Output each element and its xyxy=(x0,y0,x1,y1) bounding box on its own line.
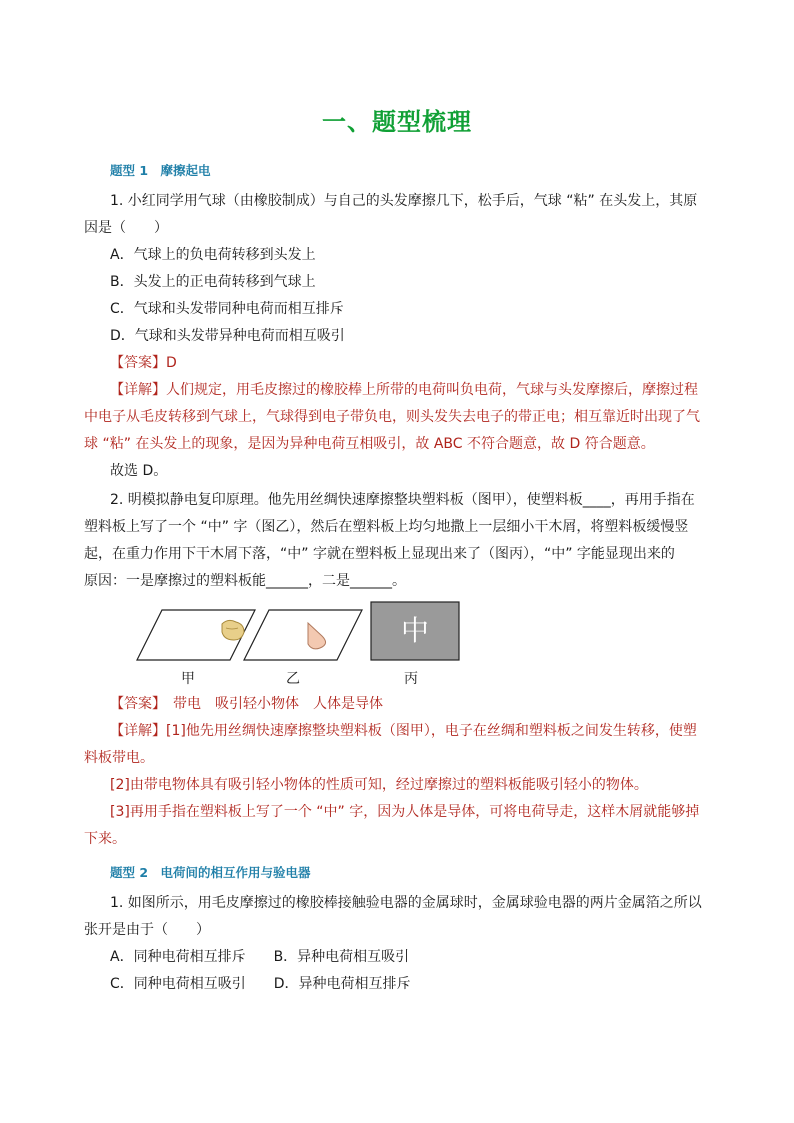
q1-option-b: B．头发上的正电荷转移到气球上 xyxy=(110,274,316,290)
detail-text: 人们规定，用毛皮擦过的橡胶棒上所带的电荷叫负电荷，气球与头发摩擦后，摩擦过程 xyxy=(166,382,698,398)
q3-stem-cont: 张开是由于（ ） xyxy=(84,922,210,938)
q1-option-a: A．气球上的负电荷转移到头发上 xyxy=(110,247,316,263)
q2-stem-cont-2: 起，在重力作用下干木屑下落，“中” 字就在塑料板上显现出来了（图丙），“中” 字能显现出来的 xyxy=(84,546,675,562)
detail-tag: 【详解】 xyxy=(110,723,166,739)
q2-detail-3-cont: 下来。 xyxy=(84,831,126,847)
section-heading-2: 题型 2 电荷间的相互作用与验电器 xyxy=(110,865,311,880)
q1-detail xyxy=(110,380,740,400)
q2-detail xyxy=(110,721,740,741)
answer-value: D xyxy=(166,355,177,371)
q2-stem-cont-3: 原因：一是摩擦过的塑料板能______，二是______。 xyxy=(84,573,406,589)
page-title: 一、题型梳理 xyxy=(322,108,472,136)
q2-stem: 2. 明模拟静电复印原理。他先用丝绸快速摩擦整块塑料板（图甲），使塑料板____，再用手指在 xyxy=(110,492,695,508)
answer-tag: 【答案】 xyxy=(110,696,159,712)
plastic-board-yi xyxy=(244,610,362,660)
q3-options-row-1: A．同种电荷相互排斥 B．异种电荷相互吸引 xyxy=(110,949,410,965)
q1-detail-cont-1: 中电子从毛皮转移到气球上，气球得到电子带负电，则头发失去电子的带正电；相互靠近时出现了气 xyxy=(84,409,700,425)
board-char: 中 xyxy=(400,614,430,647)
q1-answer xyxy=(110,353,740,373)
q2-detail-cont-1: 料板带电。 xyxy=(84,750,154,766)
fig-label-yi: 乙 xyxy=(286,671,300,687)
q1-conclusion: 故选 D。 xyxy=(110,463,168,479)
fig-label-bing: 丙 xyxy=(404,671,418,687)
q1-stem: 1. 小红同学用气球（由橡胶制成）与自己的头发摩擦几下，松手后，气球 “粘” 在头发上，其原 xyxy=(110,193,698,209)
answer-tag: 【答案】 xyxy=(110,355,166,371)
q1-option-c: C．气球和头发带同种电荷而相互排斥 xyxy=(110,301,344,317)
q1-detail-cont-2: 球 “粘” 在头发上的现象，是因为异种电荷互相吸引，故 ABC 不符合题意，故 D 符合题意。 xyxy=(84,436,655,452)
fig-label-jia: 甲 xyxy=(181,671,195,687)
q2-answer xyxy=(110,694,740,714)
answer-value: 带电 吸引轻小物体 人体是导体 xyxy=(159,696,383,712)
q2-detail-2: [2]由带电物体具有吸引轻小物体的性质可知，经过摩擦过的塑料板能吸引轻小的物体。 xyxy=(110,777,648,793)
detail-tag: 【详解】 xyxy=(110,382,166,398)
q3-stem: 1. 如图所示，用毛皮摩擦过的橡胶棒接触验电器的金属球时，金属球验电器的两片金属箔之所以 xyxy=(110,895,702,911)
section-heading-1: 题型 1 摩擦起电 xyxy=(110,163,211,178)
q3-options-row-2: C．同种电荷相互吸引 D．异种电荷相互排斥 xyxy=(110,976,411,992)
q2-figure xyxy=(130,596,470,666)
q2-stem-cont-1: 塑料板上写了一个 “中” 字（图乙），然后在塑料板上均匀地撒上一层细小干木屑，将塑料板缓慢竖 xyxy=(84,519,689,535)
q1-stem-cont: 因是（ ） xyxy=(84,220,168,236)
q1-option-d: D．气球和头发带异种电荷而相互吸引 xyxy=(110,328,345,344)
q2-detail-3: [3]再用手指在塑料板上写了一个 “中” 字，因为人体是导体，可将电荷导走，这样木屑就能够掉 xyxy=(110,804,700,820)
detail-text: [1]他先用丝绸快速摩擦整块塑料板（图甲），电子在丝绸和塑料板之间发生转移，使塑 xyxy=(166,723,697,739)
